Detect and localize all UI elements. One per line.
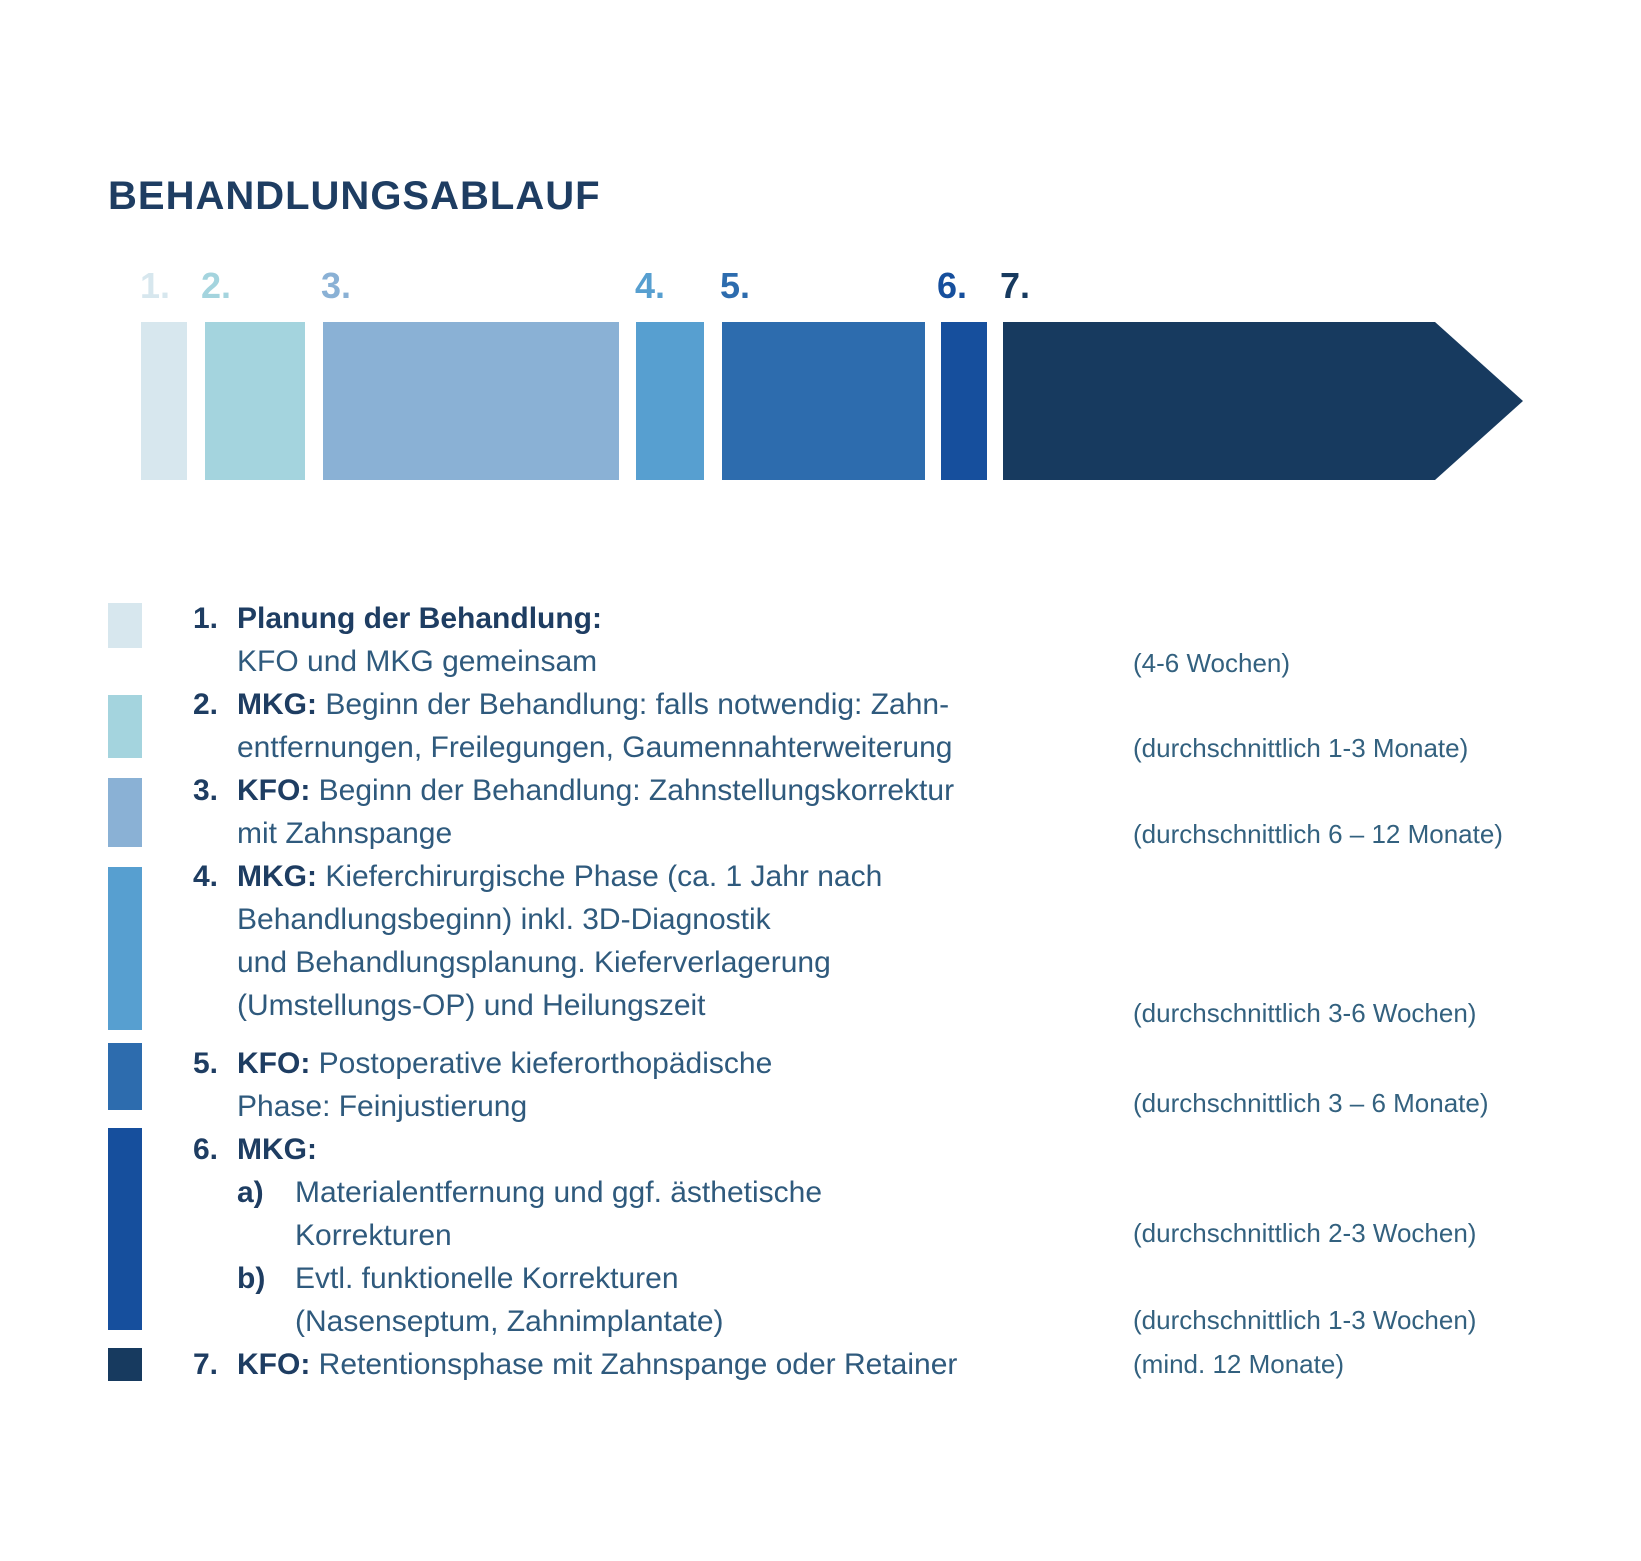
item-text-line: und Behandlungsplanung. Kieferverlagerung bbox=[237, 946, 831, 979]
sub-item-b bbox=[237, 1257, 1143, 1343]
item-text-line: entfernungen, Freilegungen, Gaumennahterweiterung bbox=[237, 731, 953, 764]
arrow-segment-5 bbox=[722, 322, 925, 480]
legend-swatch-4 bbox=[108, 867, 142, 1030]
item-bold-label: KFO: bbox=[237, 1047, 311, 1080]
legend-item-6 bbox=[193, 1128, 1143, 1343]
duration-label-4: (durchschnittlich 3-6 Wochen) bbox=[1133, 998, 1477, 1028]
arrow-number-6: 6. bbox=[937, 265, 968, 306]
item-text-line: Materialentfernung und ggf. ästhetische bbox=[295, 1176, 823, 1209]
arrow-segment-7 bbox=[1003, 322, 1435, 480]
duration-label-6: (durchschnittlich 2-3 Wochen) bbox=[1133, 1218, 1477, 1248]
arrow-segment-4 bbox=[636, 322, 704, 480]
item-text-line: (Umstellungs-OP) und Heilungszeit bbox=[237, 989, 706, 1022]
item-text: Beginn der Behandlung: Zahnstellungskorrektur bbox=[310, 774, 955, 807]
legend-swatch-3 bbox=[108, 778, 142, 847]
item-bold-label: Planung der Behandlung: bbox=[237, 602, 602, 635]
item-number: 7. bbox=[193, 1348, 219, 1381]
legend-item-1 bbox=[193, 597, 1143, 683]
legend-item-2 bbox=[193, 683, 1143, 769]
duration-label-5: (durchschnittlich 3 – 6 Monate) bbox=[1133, 1088, 1489, 1118]
item-number: 1. bbox=[193, 602, 219, 635]
duration-label-8: (mind. 12 Monate) bbox=[1133, 1349, 1344, 1379]
legend-swatch-6 bbox=[108, 1128, 142, 1330]
arrow-number-5: 5. bbox=[720, 265, 751, 306]
arrow-segment-1 bbox=[141, 322, 187, 480]
item-text-line: mit Zahnspange bbox=[237, 817, 453, 850]
arrow-segment-6 bbox=[941, 322, 987, 480]
legend-swatch-5 bbox=[108, 1043, 142, 1110]
item-bold-label: KFO: bbox=[237, 1348, 311, 1381]
legend-item-4 bbox=[193, 855, 1143, 1027]
legend-item-5 bbox=[193, 1042, 1143, 1128]
sub-item-a bbox=[237, 1171, 1143, 1257]
duration-label-2: (durchschnittlich 1-3 Monate) bbox=[1133, 733, 1469, 763]
item-bold-label: MKG: bbox=[237, 1133, 317, 1166]
item-number: 6. bbox=[193, 1133, 219, 1166]
sub-item-letter: b) bbox=[237, 1262, 266, 1295]
legend-item-3 bbox=[193, 769, 1143, 855]
item-text-line: Behandlungsbeginn) inkl. 3D-Diagnostik bbox=[237, 903, 771, 936]
item-number: 4. bbox=[193, 860, 219, 893]
item-text-line: Korrekturen bbox=[295, 1219, 452, 1252]
sub-item-letter: a) bbox=[237, 1176, 264, 1209]
arrow-number-4: 4. bbox=[635, 265, 666, 306]
page-title: BEHANDLUNGSABLAUF bbox=[108, 174, 601, 218]
arrow-number-7: 7. bbox=[1000, 265, 1031, 306]
item-number: 3. bbox=[193, 774, 219, 807]
item-text: Postoperative kieferorthopädische bbox=[310, 1047, 773, 1080]
legend-swatch-7 bbox=[108, 1348, 142, 1381]
duration-label-1: (4-6 Wochen) bbox=[1133, 648, 1291, 678]
item-bold-label: MKG: bbox=[237, 688, 317, 721]
item-text-line: (Nasenseptum, Zahnimplantate) bbox=[295, 1305, 724, 1338]
item-text: Kieferchirurgische Phase (ca. 1 Jahr nach bbox=[316, 860, 883, 893]
duration-label-3: (durchschnittlich 6 – 12 Monate) bbox=[1133, 819, 1503, 849]
arrow-number-1: 1. bbox=[140, 265, 171, 306]
item-text-line: KFO und MKG gemeinsam bbox=[237, 645, 598, 678]
item-text: Retentionsphase mit Zahnspange oder Retainer bbox=[310, 1348, 958, 1381]
arrow-number-3: 3. bbox=[321, 265, 352, 306]
legend-swatch-1 bbox=[108, 603, 142, 648]
item-text: Beginn der Behandlung: falls notwendig: Zahn- bbox=[316, 688, 950, 721]
arrow-number-2: 2. bbox=[201, 265, 232, 306]
legend-item-7 bbox=[193, 1343, 1143, 1386]
item-bold-label: KFO: bbox=[237, 774, 311, 807]
item-bold-label: MKG: bbox=[237, 860, 317, 893]
item-number: 2. bbox=[193, 688, 219, 721]
arrow-segment-3 bbox=[323, 322, 619, 480]
arrow-segment-2 bbox=[205, 322, 305, 480]
arrowhead-icon bbox=[1435, 322, 1523, 480]
item-text-line: Phase: Feinjustierung bbox=[237, 1090, 528, 1123]
duration-label-7: (durchschnittlich 1-3 Wochen) bbox=[1133, 1305, 1477, 1335]
item-number: 5. bbox=[193, 1047, 219, 1080]
item-text-line: Evtl. funktionelle Korrekturen bbox=[295, 1262, 679, 1295]
legend-swatch-2 bbox=[108, 695, 142, 758]
